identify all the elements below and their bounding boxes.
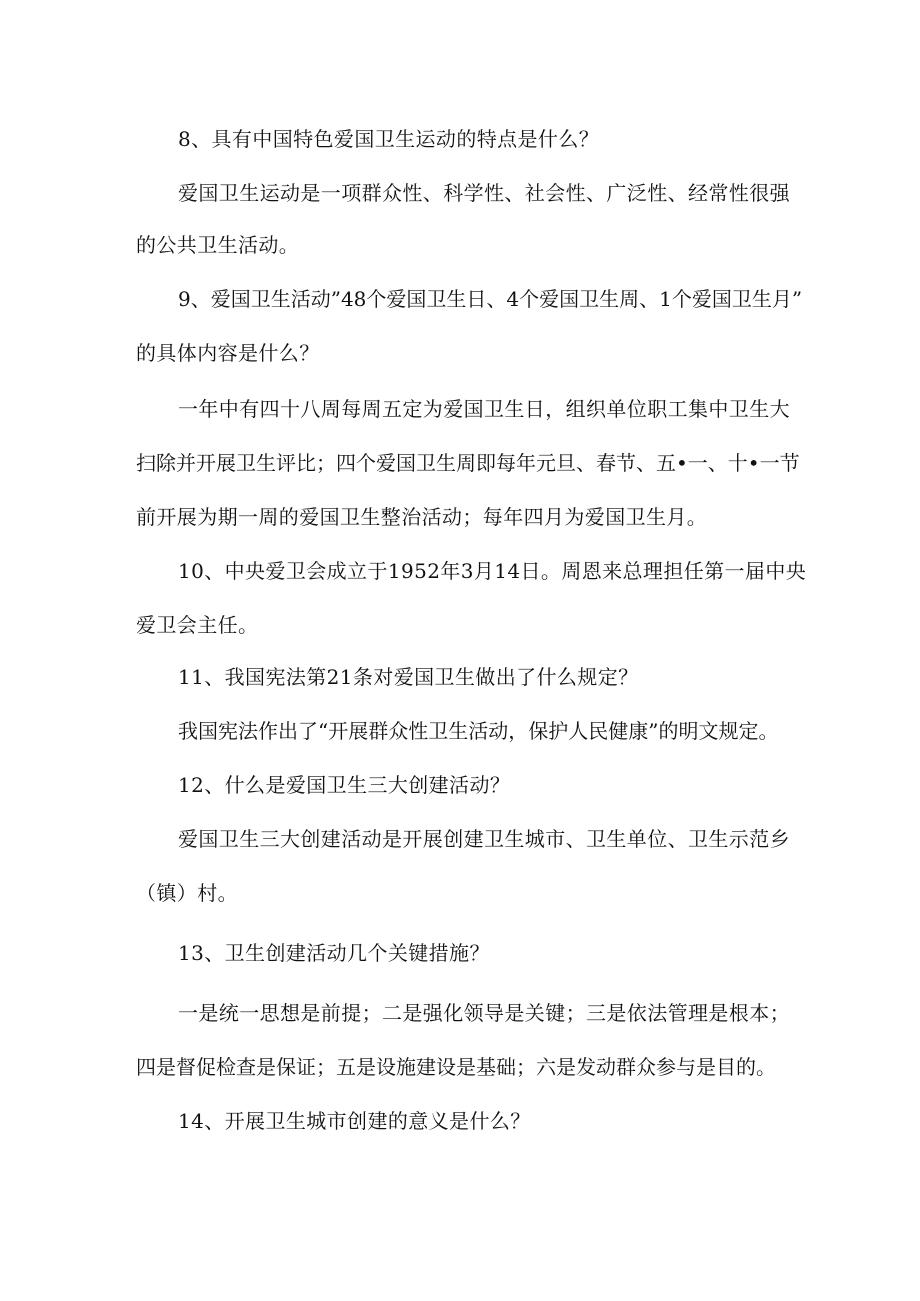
question-12: 12、什么是爱国卫生三大创建活动？ <box>178 773 511 797</box>
answer-9-line-3: 前开展为期一周的爱国卫生整治活动；每年四月为爱国卫生月。 <box>136 505 708 529</box>
question-8: 8、具有中国特色爱国卫生运动的特点是什么？ <box>178 127 600 151</box>
answer-9-line-2: 扫除并开展卫生评比；四个爱国卫生周即每年元旦、春节、五•一、十•一节 <box>136 451 800 475</box>
question-11: 11、我国宪法第21条对爱国卫生做出了什么规定？ <box>178 665 639 689</box>
question-9-line-2: 的具体内容是什么？ <box>136 341 320 365</box>
fact-10-line-1: 10、中央爱卫会成立于1952年3月14日。周恩来总理担任第一届中央 <box>178 559 807 583</box>
answer-13-line-2: 四是督促检查是保证；五是设施建设是基础；六是发动群众参与是目的。 <box>136 1055 776 1079</box>
question-14: 14、开展卫生城市创建的意义是什么？ <box>178 1109 531 1133</box>
answer-8-line-2: 的公共卫生活动。 <box>136 233 300 257</box>
question-13: 13、卫生创建活动几个关键措施？ <box>178 941 490 965</box>
fact-10-line-2: 爱卫会主任。 <box>136 613 259 637</box>
question-9-line-1: 9、爱国卫生活动”48个爱国卫生日、4个爱国卫生周、1个爱国卫生月” <box>178 287 803 311</box>
answer-8-line-1: 爱国卫生运动是一项群众性、科学性、社会性、广泛性、经常性很强 <box>178 181 790 205</box>
answer-12-line-2: （镇）村。 <box>136 881 238 905</box>
answer-12-line-1: 爱国卫生三大创建活动是开展创建卫生城市、卫生单位、卫生示范乡 <box>178 827 790 851</box>
answer-11: 我国宪法作出了“开展群众性卫生活动，保护人民健康”的明文规定。 <box>178 719 779 743</box>
answer-9-line-1: 一年中有四十八周每周五定为爱国卫生日，组织单位职工集中卫生大 <box>178 397 790 421</box>
answer-13-line-1: 一是统一思想是前提；二是强化领导是关键；三是依法管理是根本； <box>178 1001 790 1025</box>
